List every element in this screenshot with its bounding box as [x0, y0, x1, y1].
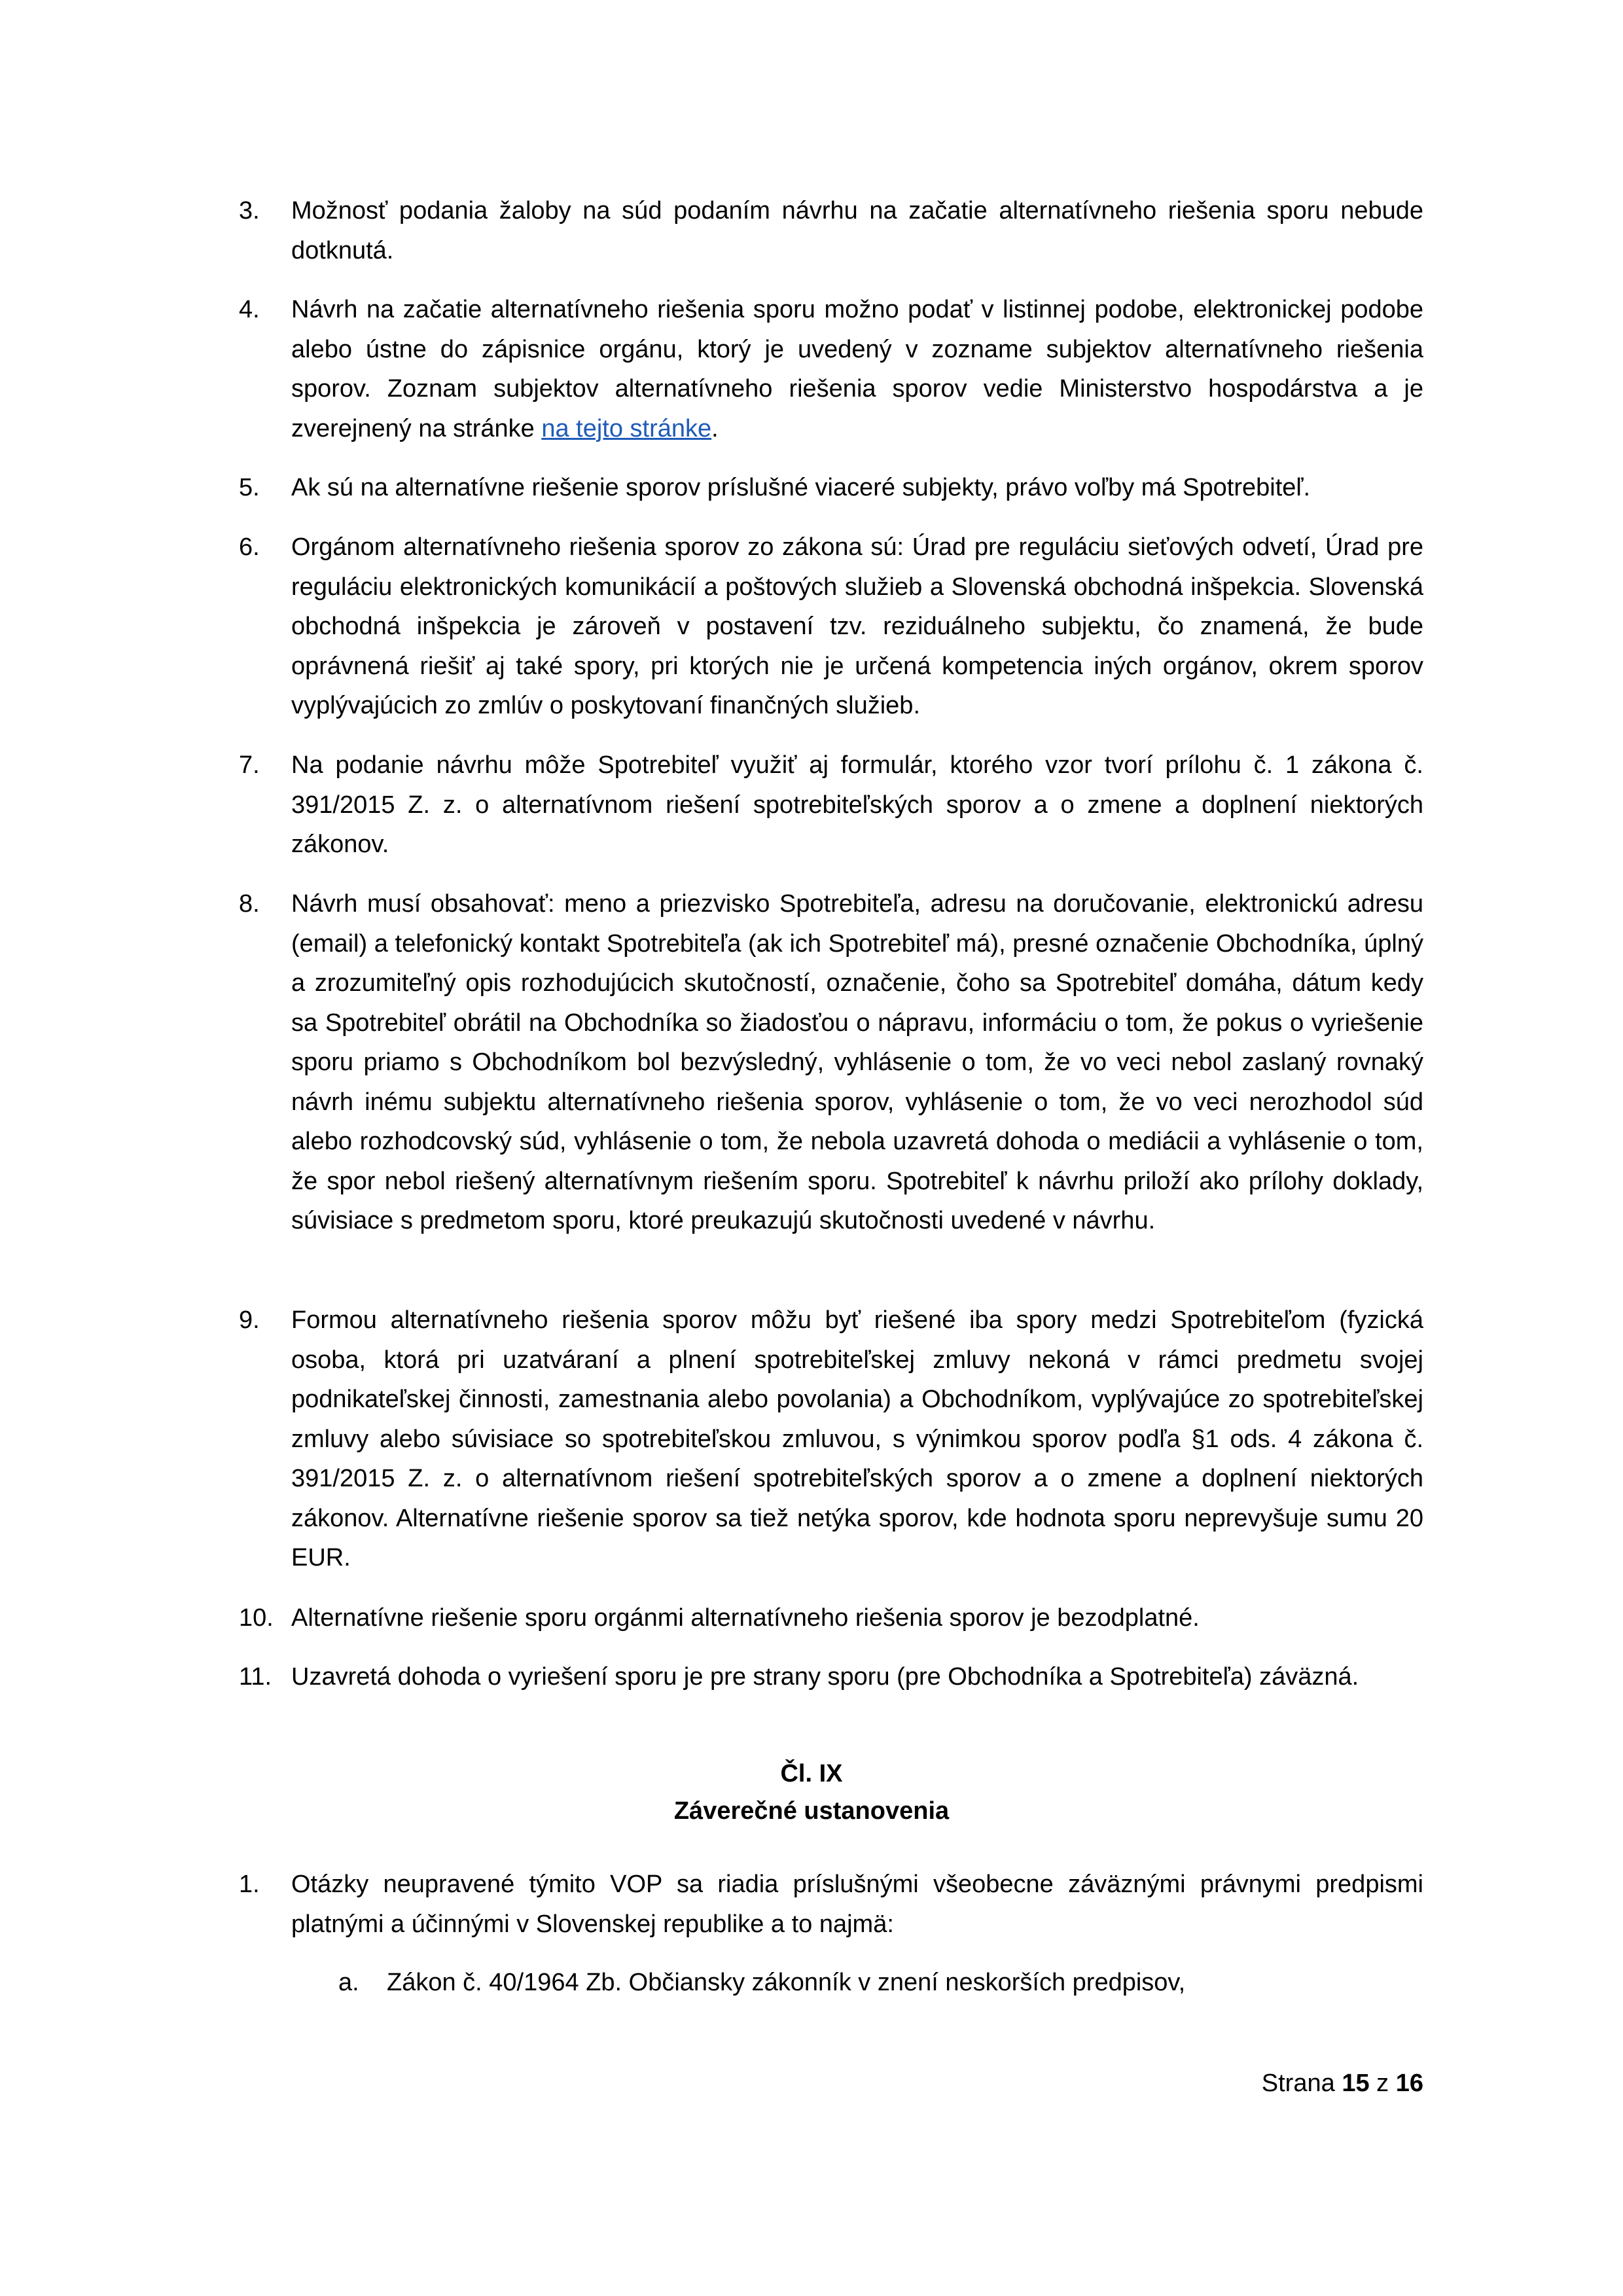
list-item-text: Návrh na začatie alternatívneho riešenia sporu možno podať v listinnej podobe, elektronickej podobe alebo ústne do zápisnice orgánu, ktorý je uvedený v zozname subjektov alternatívneho riešenia sporov. Zoznam subjektov alternatívneho riešenia sporov vedie Ministerstvo hospodárstva a je zverejnený na stránke na tejto stránke.: [291, 296, 1423, 442]
list-item-text: Ak sú na alternatívne riešenie sporov príslušné viaceré subjekty, právo voľby má Spotrebiteľ.: [291, 474, 1311, 501]
page-label: Strana: [1261, 2070, 1335, 2097]
list-item: [239, 884, 1423, 1241]
list-item-5: [239, 468, 1423, 508]
list-item-6: [239, 528, 1423, 726]
list-item-number: 11.: [239, 1663, 272, 1691]
list-item-text: Alternatívne riešenie sporu orgánmi alternatívneho riešenia sporov je bezodplatné.: [291, 1604, 1200, 1632]
list-item-text: Orgánom alternatívneho riešenia sporov zo zákona sú: Úrad pre reguláciu sieťových odvetí, Úrad pre reguláciu elektronických komunikácií a poštových služieb a Slovenská obchodná inšpekcia. Slovenská obchodná inšpekcia je zároveň v postavení tzv. reziduálneho subjektu, čo znamená, že bude oprávnená riešiť aj také spory, pri ktorých nie je určená kompetencia iných orgánov, okrem sporov vyplývajúcich zo zmlúv o poskytovaní finančných služieb.: [291, 533, 1423, 719]
list-item-8: [239, 884, 1423, 1241]
list-item-11: [239, 1657, 1423, 1697]
list-item-text: Formou alternatívneho riešenia sporov môžu byť riešené iba spory medzi Spotrebiteľom (fyzická osoba, ktorá pri uzatváraní a plnení spotrebiteľskej zmluvy nekoná v rámci predmetu svojej podnikateľskej činnosti, zamestnania alebo povolania) a Obchodníkom, vyplývajúce zo spotrebiteľskej zmluvy alebo súvisiace so spotrebiteľskou zmluvou, s výnimkou sporov podľa §1 ods. 4 zákona č. 391/2015 Z. z. o alternatívnom riešení spotrebiteľských sporov a o zmene a doplnení niektorých zákonov. Alternatívne riešenie sporov sa tiež netýka sporov, kde hodnota sporu neprevyšuje sumu 20 EUR.: [291, 1306, 1423, 1571]
list-item-10: [239, 1598, 1423, 1638]
list-item: [239, 1657, 1423, 1697]
list-item-number: 6.: [239, 533, 260, 561]
list-item: [239, 528, 1423, 726]
list-item-number: 1.: [239, 1871, 260, 1898]
list-item-3: [239, 191, 1423, 270]
total-pages-number: 16: [1395, 2070, 1423, 2097]
list-item-number: 4.: [239, 296, 260, 323]
current-page-number: 15: [1342, 2070, 1370, 2097]
list-item: [239, 290, 1423, 448]
list-item-7: [239, 745, 1423, 865]
list-item-text: Uzavretá dohoda o vyriešení sporu je pre strany sporu (pre Obchodníka a Spotrebiteľa) záväzná.: [291, 1663, 1359, 1691]
list-item-text: Možnosť podania žaloby na súd podaním návrhu na začatie alternatívneho riešenia sporu nebude dotknutá.: [291, 197, 1423, 264]
list-item-number: 7.: [239, 751, 260, 779]
list-item-text: Návrh musí obsahovať: meno a priezvisko Spotrebiteľa, adresu na doručovanie, elektronickú adresu (email) a telefonický kontakt Spotrebiteľa (ak ich Spotrebiteľ má), presné označenie Obchodníka, úplný a zrozumiteľný opis rozhodujúcich skutočností, označenie, čoho sa Spotrebiteľ domáha, dátum kedy sa Spotrebiteľ obrátil na Obchodníka so žiadosťou o nápravu, informáciu o tom, že pokus o vyriešenie sporu priamo s Obchodníkom bol bezvýsledný, vyhlásenie o tom, že vo veci nebol zaslaný rovnaký návrh inému subjektu alternatívneho riešenia sporov, vyhlásenie o tom, že vo veci nerozhodol súd alebo rozhodcovský súd, vyhlásenie o tom, že nebola uzavretá dohoda o mediácii a vyhlásenie o tom, že spor nebol riešený alternatívnym riešením sporu. Spotrebiteľ k návrhu priloží ako prílohy doklady, súvisiace s predmetom sporu, ktoré preukazujú skutočnosti uvedené v návrhu.: [291, 890, 1423, 1234]
final-provisions-item-1: [239, 1865, 1423, 1944]
page-number-footer: [1262, 2067, 1423, 2100]
list-item: [239, 1300, 1423, 1578]
list-item: [239, 1598, 1423, 1638]
list-item: [239, 745, 1423, 865]
list-item-number: 5.: [239, 474, 260, 501]
article-number-heading: Čl. IX: [780, 1760, 843, 1787]
list-item: [239, 1865, 1423, 1944]
list-item-number: 8.: [239, 890, 260, 918]
list-item-number: 10.: [239, 1604, 274, 1632]
sub-list-item-letter: a.: [338, 1969, 359, 1996]
list-item: [239, 191, 1423, 270]
article-title-heading: Záverečné ustanovenia: [673, 1797, 950, 1825]
page-separator: z: [1376, 2070, 1389, 2097]
list-item: [239, 468, 1423, 508]
sub-list-item-a: [338, 1963, 1185, 2002]
ministry-list-link[interactable]: na tejto stránke: [541, 414, 712, 442]
sub-list-item-text: Zákon č. 40/1964 Zb. Občiansky zákonník v znení neskorších predpisov,: [387, 1969, 1186, 1996]
list-item-text: Otázky neupravené týmito VOP sa riadia príslušnými všeobecne záväznými právnymi predpismi platnými a účinnými v Slovenskej republike a to najmä:: [291, 1871, 1423, 1938]
list-item-number: 9.: [239, 1306, 260, 1334]
list-item-4: [239, 290, 1423, 448]
list-item-9: [239, 1300, 1423, 1578]
list-item-number: 3.: [239, 197, 260, 224]
list-item-text: Na podanie návrhu môže Spotrebiteľ využiť aj formulár, ktorého vzor tvorí prílohu č. 1 zákona č. 391/2015 Z. z. o alternatívnom riešení spotrebiteľských sporov a o zmene a doplnení niektorých zákonov.: [291, 751, 1423, 858]
